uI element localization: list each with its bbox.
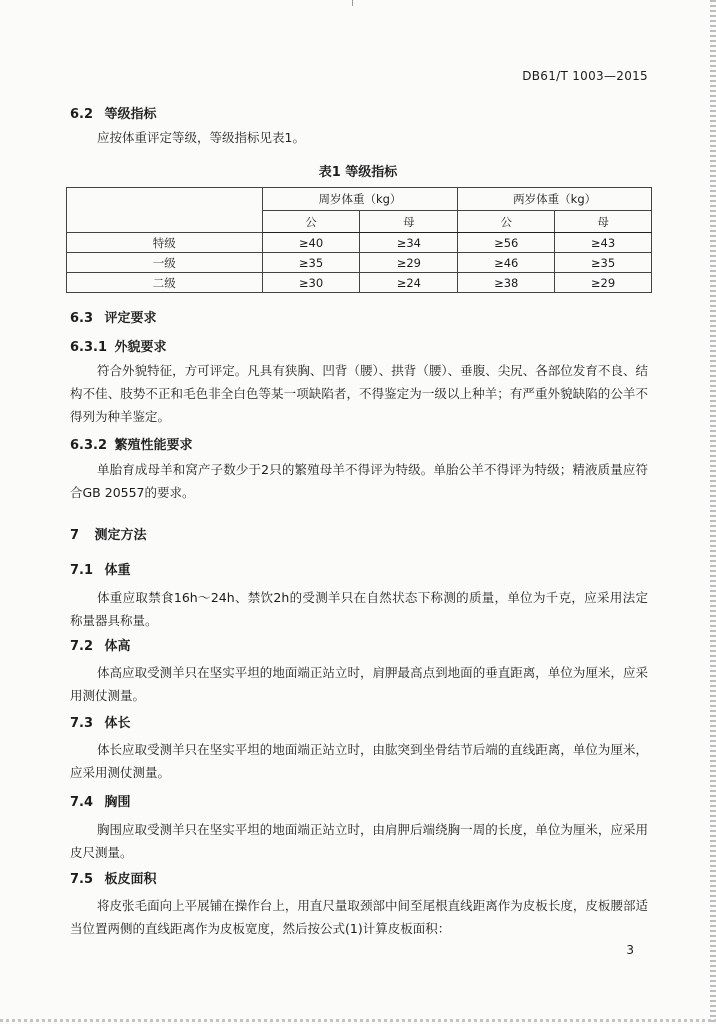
- section-7-5-heading: [70, 868, 157, 887]
- table-row: [67, 233, 652, 253]
- value-cell: ≥35: [262, 253, 360, 273]
- section-title: 体重: [104, 563, 131, 578]
- table-row: [67, 273, 652, 293]
- section-number: 7.5: [70, 872, 94, 887]
- section-7-3-heading: [70, 712, 131, 731]
- section-number: 6.3.2: [70, 438, 108, 453]
- table-row: [67, 253, 652, 273]
- section-title: 等级指标: [104, 107, 157, 122]
- value-cell: ≥56: [458, 233, 555, 253]
- section-6-3-heading: [70, 307, 157, 326]
- section-7-2-heading: [70, 635, 131, 654]
- value-cell: ≥38: [458, 273, 555, 293]
- table-header-row: [67, 188, 652, 211]
- section-title: 评定要求: [104, 311, 157, 326]
- grade-cell: 特级: [67, 233, 263, 253]
- section-number: 7: [70, 528, 80, 543]
- value-cell: ≥43: [555, 233, 652, 253]
- table-group-header: 周岁体重（kg）: [262, 188, 458, 211]
- section-7-heading: [70, 524, 147, 543]
- value-cell: ≥40: [262, 233, 360, 253]
- section-number: 7.1: [70, 563, 94, 578]
- grade-cell: 二级: [67, 273, 263, 293]
- section-number: 7.2: [70, 639, 94, 654]
- scan-edge-bottom: [0, 1019, 716, 1022]
- section-7-3-paragraph: 体长应取受测羊只在坚实平坦的地面端正站立时，由肱突到坐骨结节后端的直线距离，单位为厘米，应采用测仗测量。: [70, 742, 648, 780]
- section-number: 6.2: [70, 107, 94, 122]
- section-title: 胸围: [104, 795, 131, 810]
- value-cell: ≥29: [555, 273, 652, 293]
- section-6-3-2-heading: [70, 434, 193, 453]
- value-cell: ≥46: [458, 253, 555, 273]
- page-number: 3: [626, 943, 634, 957]
- grade-cell: 一级: [67, 253, 263, 273]
- section-7-5-paragraph: 将皮张毛面向上平展铺在操作台上，用直尺量取颈部中间至尾根直线距离作为皮板长度，皮板腰部适当位置两侧的直线距离作为皮板宽度，然后按公式(1)计算皮板面积：: [70, 898, 648, 936]
- section-number: 6.3.1: [70, 340, 108, 355]
- scan-edge-right: [710, 0, 716, 1024]
- section-title: 体长: [104, 716, 131, 731]
- table-subheader: 母: [555, 211, 652, 233]
- section-title: 繁殖性能要求: [114, 438, 193, 453]
- value-cell: ≥29: [360, 253, 458, 273]
- section-title: 板皮面积: [104, 872, 157, 887]
- section-6-2-paragraph: 应按体重评定等级，等级指标见表1。: [97, 130, 305, 145]
- section-6-3-1-paragraph: 符合外貌特征，方可评定。凡具有狭胸、凹背（腰）、拱背（腰）、垂腹、尖尻、各部位发育不良、结构不佳、肢势不正和毛色非全白色等某一项缺陷者，不得鉴定为一级以上种羊；有严重外貌缺陷的公羊不得列为种羊鉴定。: [70, 363, 648, 424]
- table-subheader: 公: [262, 211, 360, 233]
- table-group-header: 两岁体重（kg）: [458, 188, 652, 211]
- grade-table: [66, 187, 652, 293]
- section-7-4-heading: [70, 791, 131, 810]
- section-7-1-heading: [70, 559, 131, 578]
- value-cell: ≥30: [262, 273, 360, 293]
- section-title: 体高: [104, 639, 131, 654]
- section-title: 测定方法: [94, 528, 147, 543]
- section-6-3-2-paragraph: 单胎育成母羊和窝产子数少于2只的繁殖母羊不得评为特级。单胎公羊不得评为特级；精液质量应符合GB 20557的要求。: [70, 462, 648, 500]
- section-number: 7.3: [70, 716, 94, 731]
- section-6-2-heading: [70, 103, 157, 122]
- document-code: DB61/T 1003—2015: [522, 69, 648, 83]
- table-corner-cell: [67, 188, 263, 233]
- section-7-4-paragraph: 胸围应取受测羊只在坚实平坦的地面端正站立时，由肩胛后端绕胸一周的长度，单位为厘米，应采用皮尺测量。: [70, 822, 648, 860]
- section-title: 外貌要求: [114, 340, 167, 355]
- scan-mark: [352, 0, 353, 6]
- section-7-1-paragraph: 体重应取禁食16h～24h、禁饮2h的受测羊只在自然状态下称测的质量，单位为千克，应采用法定称量器具称量。: [70, 590, 648, 628]
- table-subheader: 母: [360, 211, 458, 233]
- value-cell: ≥24: [360, 273, 458, 293]
- section-7-2-paragraph: 体高应取受测羊只在坚实平坦的地面端正站立时，肩胛最高点到地面的垂直距离，单位为厘米，应采用测仗测量。: [70, 665, 648, 703]
- section-6-3-1-heading: [70, 336, 167, 355]
- value-cell: ≥34: [360, 233, 458, 253]
- table-caption: 表1 等级指标: [318, 165, 398, 180]
- value-cell: ≥35: [555, 253, 652, 273]
- section-number: 7.4: [70, 795, 94, 810]
- table-subheader: 公: [458, 211, 555, 233]
- section-number: 6.3: [70, 311, 94, 326]
